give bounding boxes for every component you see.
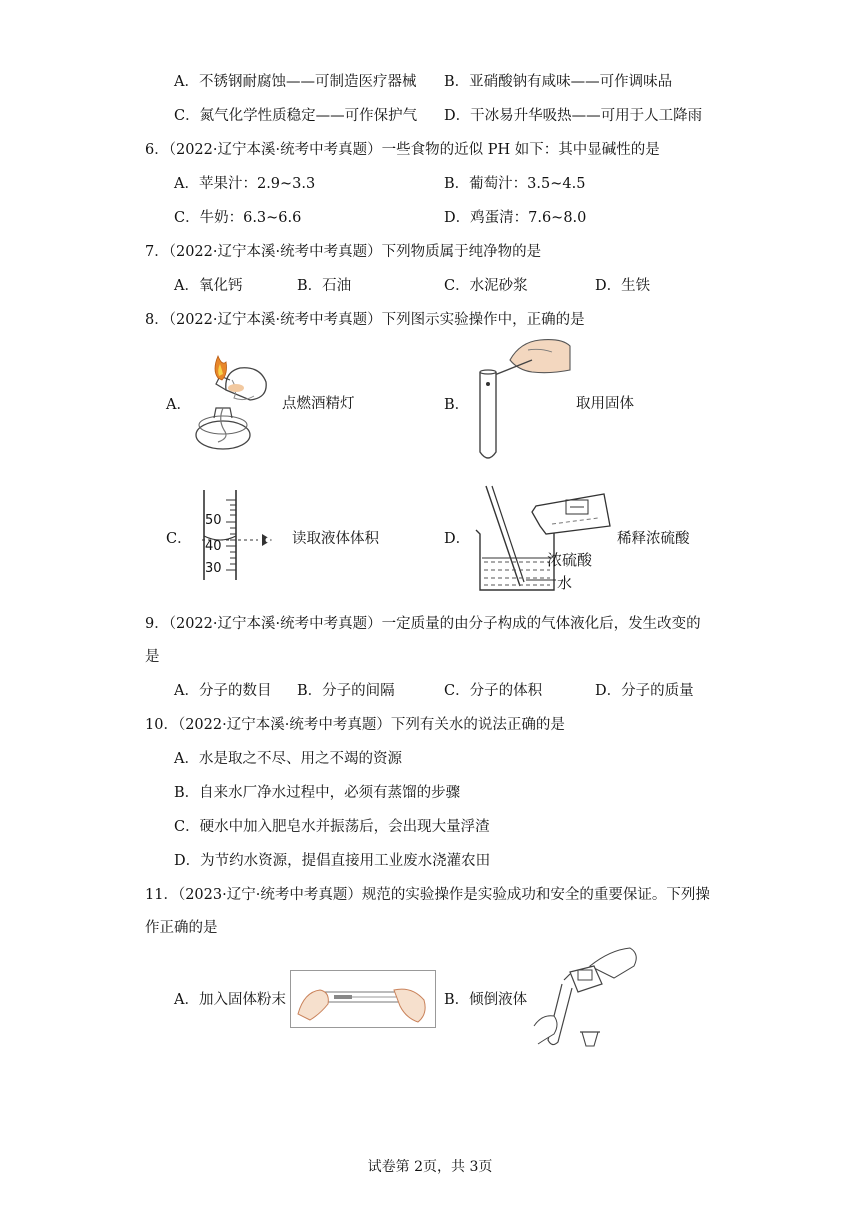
q7-option-a: A．氧化钙 [174,278,243,294]
q9-option-b: B．分子的间隔 [297,683,395,699]
alcohol-lamp-figure [188,350,284,454]
q5-option-b: B．亚硝酸钠有咸味——可作调味品 [444,74,673,90]
q9-option-a: A．分子的数目 [174,683,272,699]
cylinder-tick-50: 50 [205,513,222,528]
q7-option-b: B．石油 [297,278,352,294]
q8-option-a-caption: 点燃酒精灯 [282,396,355,412]
q11-option-b: B．倾倒液体 [444,992,528,1008]
q8-option-b-label: B． [444,397,470,413]
q10-option-b: B．自来水厂净水过程中，必须有蒸馏的步骤 [174,785,461,801]
q9-option-c: C．分子的体积 [444,683,543,699]
q11-stem-line2: 作正确的是 [145,920,218,936]
q11-stem-line1: 11．（2023·辽宁·统考中考真题）规范的实验操作是实验成功和安全的重要保证。下列操 [145,887,710,903]
q10-stem: 10．（2022·辽宁本溪·统考中考真题）下列有关水的说法正确的是 [145,717,565,733]
q9-option-d: D．分子的质量 [595,683,694,699]
dilute-acid-figure [470,482,616,596]
q8-option-a-label: A． [166,397,191,413]
cylinder-tick-40: 40 [205,539,222,554]
q8-option-b-caption: 取用固体 [576,396,634,412]
q8-option-c-label: C． [166,531,192,547]
q7-option-c: C．水泥砂浆 [444,278,528,294]
q9-stem-line1: 9．（2022·辽宁本溪·统考中考真题）一定质量的由分子构成的气体液化后，发生改变的 [145,616,701,632]
q6-stem: 6．（2022·辽宁本溪·统考中考真题）一些食物的近似 PH 如下：其中显碱性的是 [145,142,660,158]
concentrated-acid-label: 浓硫酸 [547,551,593,569]
water-label: 水 [557,574,573,592]
q5-option-d: D．干冰易升华吸热——可用于人工降雨 [444,108,703,124]
q7-option-d: D．生铁 [595,278,651,294]
page-footer: 试卷第 2页，共 3页 [367,1159,493,1175]
q6-option-d: D．鸡蛋清：7.6~8.0 [444,210,587,226]
q6-option-a: A．苹果汁：2.9~3.3 [174,176,316,192]
q6-option-c: C．牛奶：6.3~6.6 [174,210,302,226]
q8-stem: 8．（2022·辽宁本溪·统考中考真题）下列图示实验操作中，正确的是 [145,312,585,328]
q5-option-a: A．不锈钢耐腐蚀——可制造医疗器械 [174,74,417,90]
powder-test-tube-figure [290,970,436,1028]
q10-option-c: C．硬水中加入肥皂水并振荡后，会出现大量浮渣 [174,819,490,835]
q8-option-d-label: D． [444,531,471,547]
q7-stem: 7．（2022·辽宁本溪·统考中考真题）下列物质属于纯净物的是 [145,244,542,260]
q5-option-c: C．氮气化学性质稳定——可作保护气 [174,108,418,124]
q11-option-a: A．加入固体粉末 [174,992,286,1008]
q10-option-a: A．水是取之不尽、用之不竭的资源 [174,751,402,767]
test-tube-solid-figure [470,336,580,464]
q8-option-c-caption: 读取液体体积 [292,531,379,547]
q9-stem-line2: 是 [145,649,160,665]
q10-option-d: D．为节约水资源，提倡直接用工业废水浇灌农田 [174,853,491,869]
q8-option-d-caption: 稀释浓硫酸 [617,531,690,547]
cylinder-tick-30: 30 [205,561,222,576]
pour-liquid-figure [530,944,646,1056]
q6-option-b: B．葡萄汁：3.5~4.5 [444,176,586,192]
